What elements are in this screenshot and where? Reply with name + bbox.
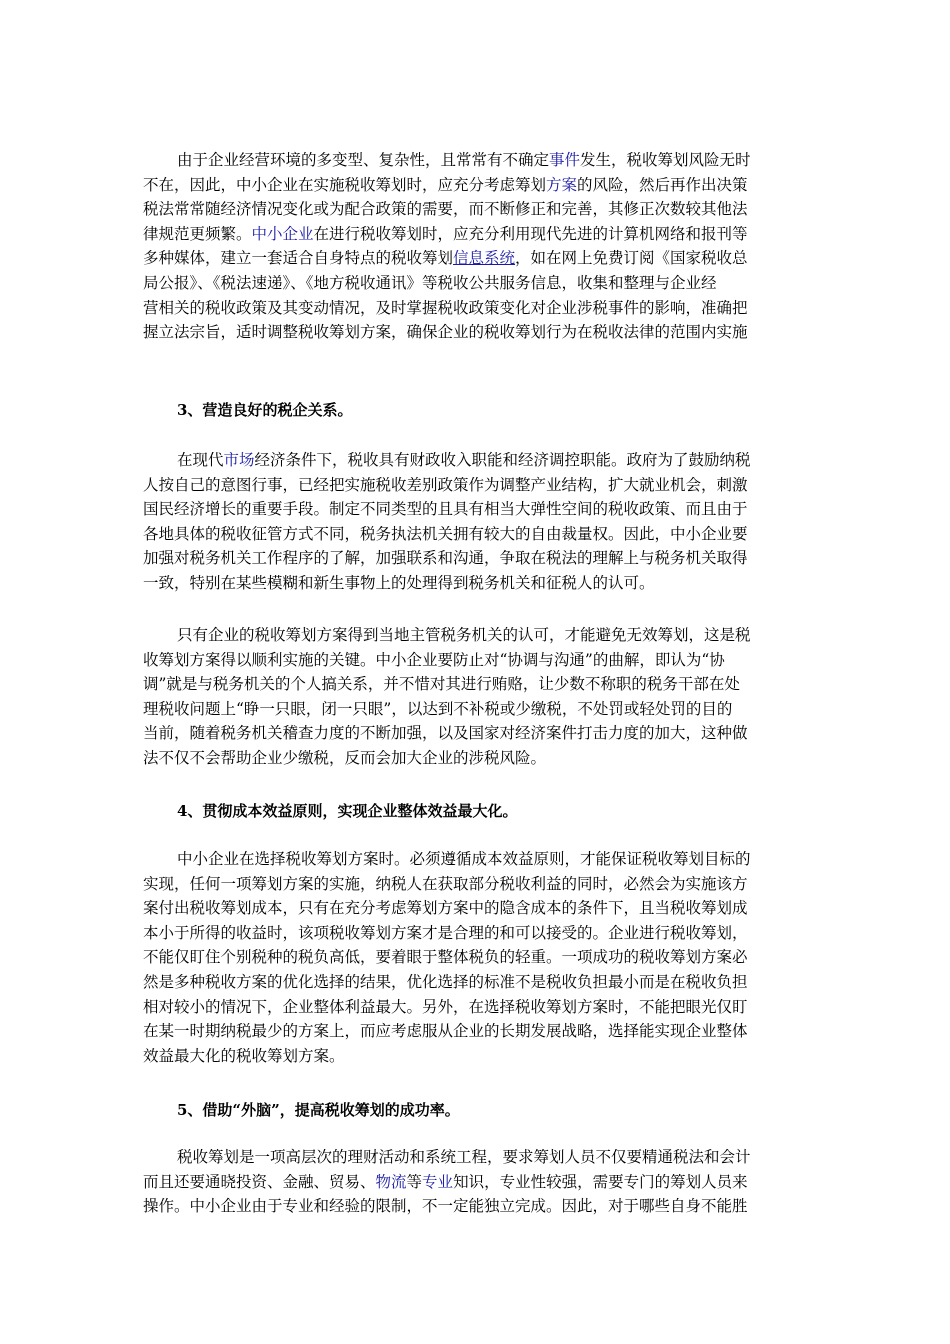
link-logistics[interactable]: 物流 [375, 1172, 407, 1191]
section-heading-4: 4、贯彻成本效益原则，实现企业整体效益最大化。 [177, 802, 518, 820]
paragraph-line: 相对较小的情况下，企业整体利益最大。另外，在选择税收筹划方案时，不能把眼光仅盯 [143, 997, 748, 1016]
paragraph-line [143, 222, 808, 247]
text-run: 多种媒体，建立一套适合自身特点的税收筹划 [143, 249, 454, 268]
section-heading-5: 5、借助“外脑”，提高税收筹划的成功率。 [177, 1101, 460, 1119]
paragraph-line: 效益最大化的税收筹划方案。 [143, 1046, 345, 1065]
text-run: 经济条件下，税收具有财政收入职能和经济调控职能。政府为了鼓励纳税 [254, 451, 751, 469]
paragraph-line: 在某一时期纳税最少的方案上，而应考虑服从企业的长期发展战略，选择能实现企业整体 [143, 1022, 748, 1041]
paragraph-line [143, 173, 808, 198]
paragraph-line: 操作。中小企业由于专业和经验的限制，不一定能独立完成。因此，对于哪些自身不能胜 [143, 1197, 748, 1216]
paragraph-tax-relations [143, 448, 808, 596]
paragraph-line: 局公报》、《税法速递》、《地方税收通讯》等税收公共服务信息，收集和整理与企业经 [143, 273, 717, 292]
paragraph-line: 案付出税收筹划成本，只有在充分考虑筹划方案中的隐含成本的条件下，且当税收筹划成 [143, 899, 748, 918]
paragraph-line: 国民经济增长的重要手段。制定不同类型的且具有相当大弹性空间的税收政策、而且由于 [143, 500, 748, 519]
link-market[interactable]: 市场 [223, 451, 255, 469]
paragraph-line: 然是多种税收方案的优化选择的结果，优化选择的标准不是税收负担最小而是在税收负担 [143, 972, 748, 991]
paragraph-line: 法不仅不会帮助企业少缴税，反而会加大企业的涉税风险。 [143, 748, 547, 767]
link-sme[interactable]: 中小企业 [251, 224, 314, 243]
paragraph-line: 中小企业在选择税收筹划方案时。必须遵循成本效益原则，才能保证税收筹划目标的 [177, 850, 751, 868]
paragraph-external-brain [143, 1145, 808, 1219]
paragraph-line: 不能仅盯住个别税种的税负高低，要着眼于整体税负的轻重。一项成功的税收筹划方案必 [143, 948, 748, 967]
link-profession[interactable]: 专业 [422, 1172, 454, 1191]
text-run: 而且还要通晓投资、金融、贸易、 [143, 1172, 376, 1191]
text-run: 由于企业经营环境的多变型、复杂性，且常常有不确定 [177, 151, 550, 169]
paragraph-line: 只有企业的税收筹划方案得到当地主管税务机关的认可，才能避免无效筹划，这是税 [177, 626, 751, 644]
text-run: 发生，税收筹划风险无时 [580, 151, 751, 169]
paragraph-line: 各地具体的税收征管方式不同，税务执法机关拥有较大的自由裁量权。因此，中小企业要 [143, 524, 748, 543]
paragraph-line: 实现，任何一项筹划方案的实施，纳税人在获取部分税收利益的同时，必然会为实施该方 [143, 874, 748, 893]
section-heading-3: 3、营造良好的税企关系。 [177, 401, 353, 419]
paragraph-line: 一致，特别在某些模糊和新生事物上的处理得到税务机关和征税人的认可。 [143, 573, 655, 592]
paragraph-line: 调”就是与税务机关的个人搞关系，并不惜对其进行贿赂，让少数不称职的税务干部在处 [143, 675, 740, 694]
paragraph-line: 理税收问题上“睁一只眼，闭一只眼”，以达到不补税或少缴税，不处罚或轻处罚的目的 [143, 699, 733, 718]
paragraph-line [143, 448, 808, 473]
paragraph-cost-benefit [143, 847, 808, 1068]
text-run: ，如在网上免费订阅《国家税收总 [515, 249, 748, 268]
paragraph-risk [143, 148, 808, 345]
link-info-system[interactable]: 信息系统 [453, 249, 516, 268]
paragraph-line [143, 148, 808, 173]
link-event[interactable]: 事件 [549, 151, 581, 169]
paragraph-line: 税法常常随经济情况变化或为配合政策的需要，而不断修正和完善，其修正次数较其他法 [143, 200, 748, 219]
paragraph-line [143, 1170, 808, 1195]
text-run: 在进行税收筹划时，应充分利用现代先进的计算机网络和报刊等 [313, 224, 748, 243]
paragraph-line: 人按自己的意图行事，已经把实施税收差别政策作为调整产业结构，扩大就业机会，刺激 [143, 475, 748, 494]
paragraph-approval [143, 623, 808, 771]
link-plan[interactable]: 方案 [546, 175, 578, 194]
paragraph-line [143, 246, 808, 271]
text-run: 在现代 [177, 451, 224, 469]
paragraph-line: 收筹划方案得以顺利实施的关键。中小企业要防止对“协调与沟通”的曲解，即认为“协 [143, 650, 725, 669]
text-run: 知识，专业性较强，需要专门的筹划人员来 [453, 1172, 748, 1191]
text-run: 等 [406, 1172, 423, 1191]
text-run: 的风险，然后再作出决策 [577, 175, 748, 194]
text-run: 律规范更频繁。 [143, 224, 252, 243]
paragraph-line: 当前，随着税务机关稽查力度的不断加强，以及国家对经济案件打击力度的加大，这种做 [143, 724, 748, 743]
paragraph-line: 握立法宗旨，适时调整税收筹划方案，确保企业的税收筹划行为在税收法律的范围内实施 [143, 323, 748, 342]
paragraph-line: 加强对税务机关工作程序的了解，加强联系和沟通，争取在税法的理解上与税务机关取得 [143, 549, 748, 568]
text-run: 不在，因此，中小企业在实施税收筹划时，应充分考虑筹划 [143, 175, 547, 194]
paragraph-line: 税收筹划是一项高层次的理财活动和系统工程，要求筹划人员不仅要精通税法和会计 [177, 1148, 751, 1166]
paragraph-line: 本小于所得的收益时，该项税收筹划方案才是合理的和可以接受的。企业进行税收筹划， [143, 923, 748, 942]
paragraph-line: 营相关的税收政策及其变动情况，及时掌握税收政策变化对企业涉税事件的影响，准确把 [143, 298, 748, 317]
